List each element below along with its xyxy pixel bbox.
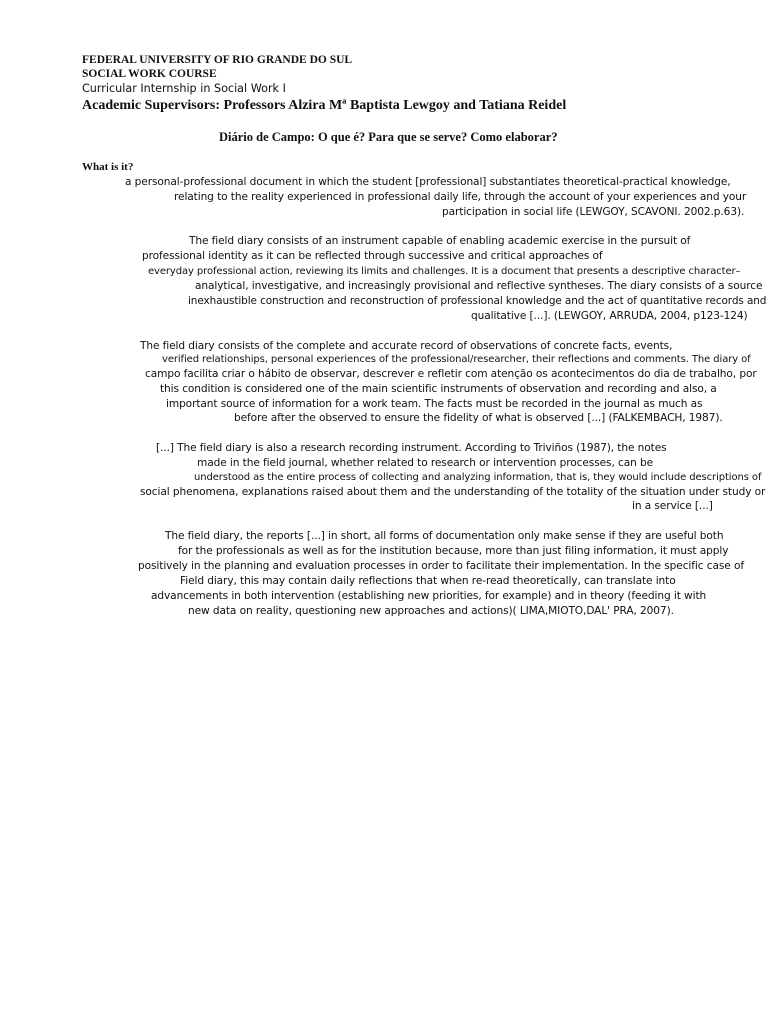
paragraph-line: qualitative [...]. (LEWGOY, ARRUDA, 2004, p123-124)	[471, 310, 748, 322]
paragraph-line: important source of information for a work team. The facts must be recorded in the journal as much as	[166, 398, 703, 410]
paragraph-line: campo facilita criar o hábito de observar, descrever e refletir com atenção os acontecimentos do dia de trabalho, por	[145, 368, 757, 380]
course-name: SOCIAL WORK COURSE	[82, 68, 217, 80]
paragraph-line: social phenomena, explanations raised about them and the understanding of the totality of the situation under study or	[140, 486, 766, 498]
paragraph-line: new data on reality, questioning new approaches and actions)( LIMA,MIOTO,DAL' PRA, 2007).	[188, 605, 674, 617]
university-name: FEDERAL UNIVERSITY OF RIO GRANDE DO SUL	[82, 54, 353, 66]
internship-name: Curricular Internship in Social Work I	[82, 82, 286, 95]
paragraph-line: this condition is considered one of the main scientific instruments of observation and recording and also, a	[160, 383, 717, 395]
paragraph-line: professional identity as it can be reflected through successive and critical approaches of	[142, 250, 603, 262]
paragraph-line: in a service [...]	[632, 500, 713, 512]
paragraph-line: The field diary consists of the complete and accurate record of observations of concrete facts, events,	[140, 340, 673, 352]
paragraph-line: analytical, investigative, and increasingly provisional and reflective syntheses. The diary consists of a source	[195, 280, 763, 292]
paragraph-line: advancements in both intervention (establishing new priorities, for example) and in theory (feeding it with	[151, 590, 707, 602]
academic-supervisors: Academic Supervisors: Professors Alzira Mª Baptista Lewgoy and Tatiana Reidel	[82, 98, 567, 113]
paragraph-line: [...] The field diary is also a research recording instrument. According to Triviños (1987), the notes	[156, 442, 667, 454]
section-heading: What is it?	[82, 161, 134, 173]
paragraph-line: for the professionals as well as for the institution because, more than just filing information, it must apply	[178, 545, 729, 557]
paragraph-line: made in the field journal, whether related to research or intervention processes, can be	[197, 457, 654, 469]
paragraph-line: participation in social life (LEWGOY, SCAVONI. 2002.p.63).	[442, 206, 745, 218]
paragraph-line: inexhaustible construction and reconstruction of professional knowledge and the act of quantitative records and	[188, 295, 767, 307]
paragraph-line: The field diary, the reports [...] in short, all forms of documentation only make sense if they are useful both	[165, 530, 724, 542]
paragraph-line: everyday professional action, reviewing its limits and challenges. It is a document that presents a descriptive character–	[148, 266, 741, 277]
paragraph-line: Field diary, this may contain daily reflections that when re-read theoretically, can translate into	[180, 575, 676, 587]
paragraph-line: before after the observed to ensure the fidelity of what is observed [...] (FALKEMBACH, 1987).	[234, 412, 723, 424]
paragraph-line: a personal-professional document in which the student [professional] substantiates theoretical-practical knowledge,	[125, 176, 731, 188]
paragraph-line: The field diary consists of an instrument capable of enabling academic exercise in the pursuit of	[189, 235, 691, 247]
document-title: Diário de Campo: O que é? Para que se serve? Como elaborar?	[219, 130, 558, 144]
paragraph-line: understood as the entire process of collecting and analyzing information, that is, they would include descriptions of	[194, 472, 762, 483]
paragraph-line: relating to the reality experienced in professional daily life, through the account of your experiences and your	[174, 191, 747, 203]
paragraph-line: verified relationships, personal experiences of the professional/researcher, their reflections and comments. The diary of	[162, 354, 751, 365]
paragraph-line: positively in the planning and evaluation processes in order to facilitate their implementation. In the specific case of	[138, 560, 744, 572]
